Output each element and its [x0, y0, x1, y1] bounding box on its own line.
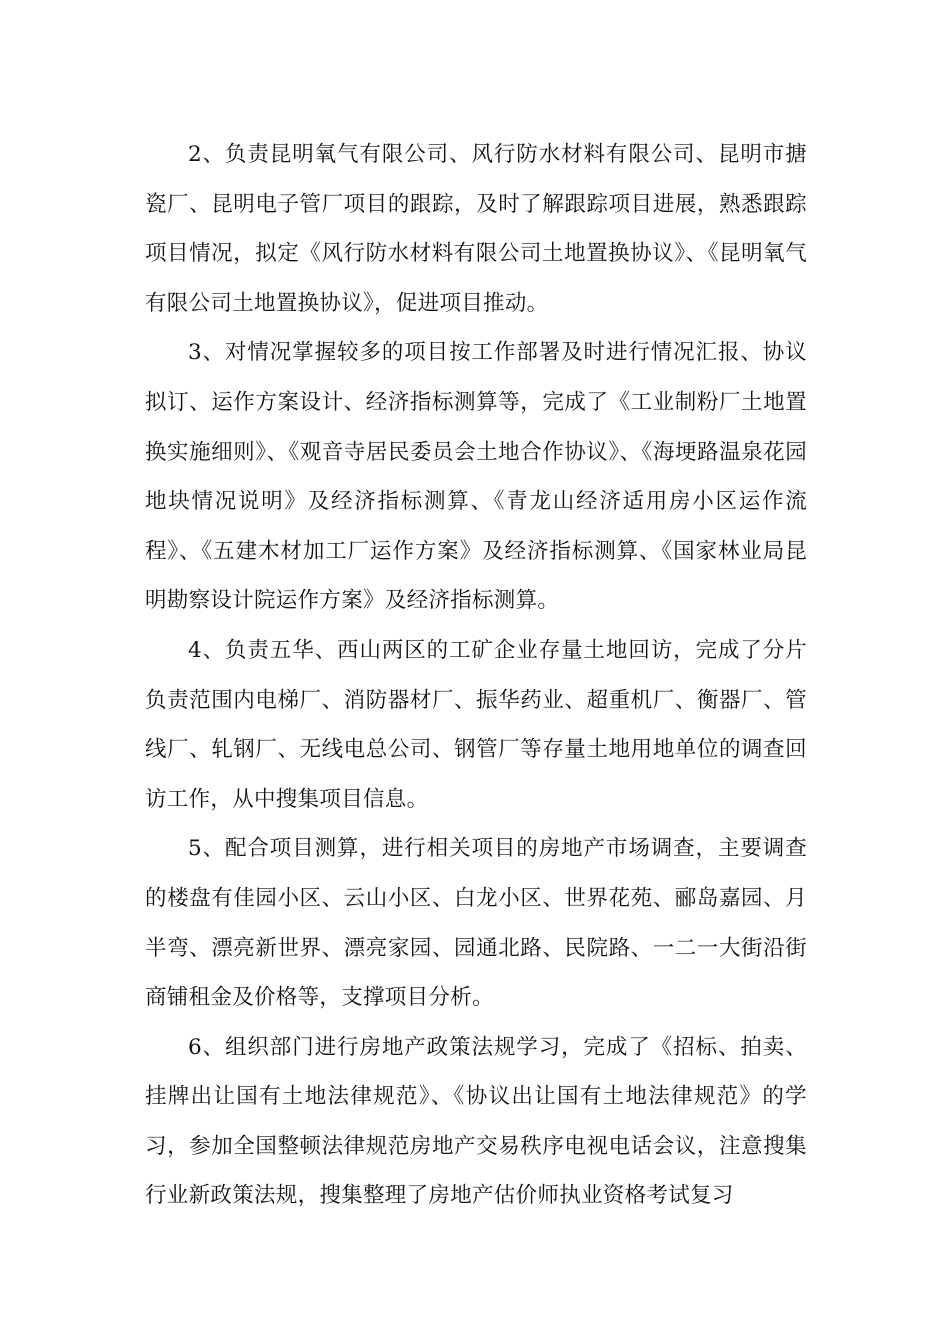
paragraph-item-2: 2、负责昆明氧气有限公司、风行防水材料有限公司、昆明市搪瓷厂、昆明电子管厂项目的跟踪，及时了解跟踪项目进展，熟悉跟踪项目情况，拟定《风行防水材料有限公司土地置换协议》、《昆明氧气有限公司土地置换协议》，促进项目推动。 — [145, 142, 807, 316]
paragraph-item-5: 5、配合项目测算，进行相关项目的房地产市场调查，主要调查的楼盘有佳园小区、云山小区、白龙小区、世界花苑、郦岛嘉园、月半弯、漂亮新世界、漂亮家园、园通北路、民院路、一二一大街沿街商铺租金及价格等，支撑项目分析。 — [145, 836, 807, 1011]
document-body — [145, 130, 807, 1221]
paragraph-item-3: 3、对情况掌握较多的项目按工作部署及时进行情况汇报、协议拟订、运作方案设计、经济指标测算等，完成了《工业制粉厂土地置换实施细则》、《观音寺居民委员会土地合作协议》、《海埂路温泉花园地块情况说明》及经济指标测算、《青龙山经济适用房小区运作流程》、《五建木材加工厂运作方案》及经济指标测算、《国家林业局昆明勘察设计院运作方案》及经济指标测算。 — [145, 340, 807, 614]
paragraph-item-4: 4、负责五华、西山两区的工矿企业存量土地回访，完成了分片负责范围内电梯厂、消防器材厂、振华药业、超重机厂、衡器厂、管线厂、轧钢厂、无线电总公司、钢管厂等存量土地用地单位的调查回访工作，从中搜集项目信息。 — [145, 637, 807, 812]
paragraph-item-6: 6、组织部门进行房地产政策法规学习，完成了《招标、拍卖、挂牌出让国有土地法律规范》、《协议出让国有土地法律规范》的学习，参加全国整顿法律规范房地产交易秩序电视电话会议，注意搜集行业新政策法规，搜集整理了房地产估价师执业资格考试复习 — [145, 1034, 807, 1209]
